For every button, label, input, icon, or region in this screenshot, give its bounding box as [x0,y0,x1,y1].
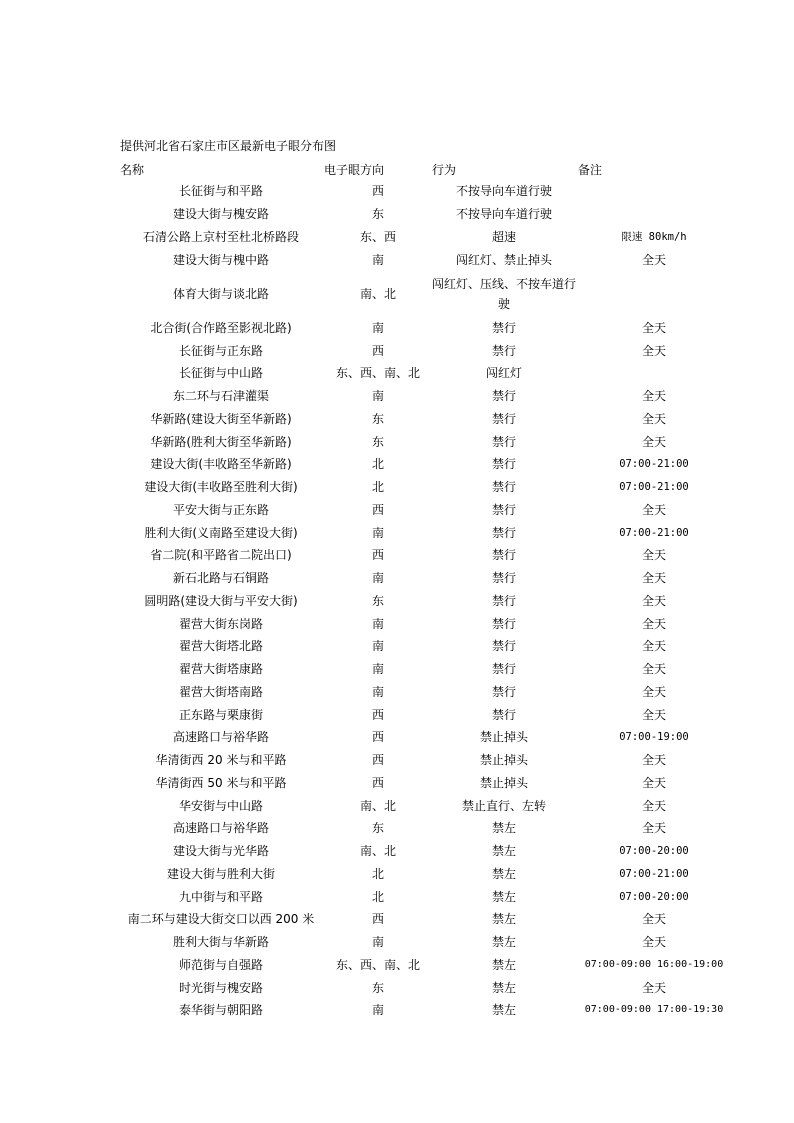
cell-direction: 西 [371,184,384,199]
cell-name: 高速路口与裕华路 [172,730,269,745]
cell-behavior: 禁行 [491,593,516,608]
cell-name: 华新路(建设大街至华新路) [150,411,292,426]
table-row [0,248,794,271]
cell-note: 全天 [641,707,666,722]
cell-name: 泰华街与朝阳路 [178,1003,263,1018]
cell-behavior: 闯红灯、禁止掉头 [455,252,552,267]
cell-note: 全天 [641,775,666,790]
table-row [0,863,794,886]
table-row [0,635,794,658]
cell-note: 全天 [641,389,666,404]
table-row [0,794,794,817]
cell-note [576,203,732,226]
cell-behavior: 禁行 [491,571,516,586]
cell-behavior: 禁左 [491,1003,516,1018]
table-row [0,339,794,362]
table-row [0,931,794,954]
cell-name: 圆明路(建设大街与平安大街) [144,593,298,608]
table-row [0,885,794,908]
table-row [0,681,794,704]
cell-note: 全天 [641,616,666,631]
cell-name: 建设大街与光华路 [172,844,269,859]
header-behavior: 行为 [432,163,457,177]
header-note: 备注 [578,163,603,177]
cell-note: 全天 [641,548,666,563]
table-row [0,908,794,931]
cell-behavior: 超速 [491,229,516,244]
table-row [0,430,794,453]
cell-behavior: 闯红灯 [485,366,522,381]
cell-behavior: 禁行 [491,684,516,699]
cell-note: 全天 [641,343,666,358]
cell-direction: 南 [371,639,384,654]
cell-name: 高速路口与裕华路 [172,821,269,836]
cell-direction: 西 [371,502,384,517]
cell-behavior: 禁止掉头 [479,775,528,790]
cell-name: 建设大街与槐安路 [172,207,269,222]
table-row [0,453,794,476]
cell-name: 华清街西 20 米与和平路 [155,753,287,768]
cell-note: 全天 [641,980,666,995]
table-row [0,976,794,999]
cell-direction: 西 [371,753,384,768]
cell-direction: 东 [371,434,384,449]
cell-note: 全天 [641,798,666,813]
table-row [0,544,794,567]
cell-behavior: 不按导向车道行驶 [455,184,552,199]
cell-note: 全天 [641,252,666,267]
cell-behavior: 禁左 [491,866,516,881]
camera-table [0,180,794,1022]
cell-direction: 南 [371,662,384,677]
table-row [0,726,794,749]
cell-name: 东二环与石津灌渠 [172,389,269,404]
table-row [0,817,794,840]
cell-name: 胜利大街与华新路 [172,935,269,950]
cell-direction: 北 [371,480,384,495]
cell-direction: 西 [371,548,384,563]
table-row [0,521,794,544]
cell-note: 07:00-20:00 [619,845,689,858]
cell-behavior: 禁止掉头 [479,730,528,745]
cell-behavior: 禁行 [491,389,516,404]
cell-name: 华清街西 50 米与和平路 [155,775,287,790]
cell-direction: 北 [371,866,384,881]
cell-behavior: 禁行 [491,480,516,495]
cell-note: 07:00-21:00 [619,458,689,471]
cell-direction: 东 [371,980,384,995]
cell-direction: 西 [371,912,384,927]
cell-note: 全天 [641,571,666,586]
cell-name: 长征街与正东路 [178,343,263,358]
cell-note: 全天 [641,320,666,335]
table-row [0,954,794,977]
cell-behavior: 禁行 [491,320,516,335]
cell-name: 建设大街与槐中路 [172,252,269,267]
cell-name: 省二院(和平路省二院出口) [150,548,292,563]
cell-direction: 东 [371,411,384,426]
cell-note: 07:00-09:00 16:00-19:00 [584,958,724,970]
table-row [0,772,794,795]
cell-note: 全天 [641,593,666,608]
cell-direction: 东、西 [359,229,396,244]
cell-behavior: 禁左 [491,935,516,950]
cell-direction: 北 [371,889,384,904]
table-row [0,499,794,522]
cell-direction: 南 [371,935,384,950]
table-row [0,658,794,681]
cell-name: 平安大街与正东路 [172,502,269,517]
cell-behavior: 禁行 [491,616,516,631]
table-row [0,567,794,590]
cell-direction: 东、西、南、北 [335,366,420,381]
cell-behavior: 禁行 [491,343,516,358]
cell-behavior: 禁行 [491,457,516,472]
cell-behavior: 禁行 [491,548,516,563]
table-row [0,385,794,408]
cell-note: 07:00-21:00 [619,526,689,539]
table-row [0,703,794,726]
cell-note: 全天 [641,684,666,699]
cell-note: 全天 [641,662,666,677]
cell-name: 长征街与和平路 [178,184,263,199]
cell-note: 全天 [641,502,666,517]
cell-direction: 西 [371,730,384,745]
cell-behavior: 禁止掉头 [479,753,528,768]
cell-behavior: 不按导向车道行驶 [455,207,552,222]
cell-behavior: 禁左 [491,957,516,972]
table-row [0,612,794,635]
cell-behavior: 禁行 [491,502,516,517]
table-row [0,362,794,385]
header-direction: 电子眼方向 [324,163,385,177]
cell-behavior: 禁行 [491,525,516,540]
cell-name: 建设大街(丰收路至胜利大街) [144,480,298,495]
cell-note [576,180,732,203]
cell-direction: 南 [371,525,384,540]
cell-behavior: 禁行 [491,639,516,654]
cell-behavior: 闯红灯、压线、不按车道行驶 [432,276,577,311]
cell-name: 时光街与槐安路 [178,980,263,995]
table-row [0,476,794,499]
cell-direction: 东 [371,207,384,222]
cell-name: 建设大街与胜利大街 [166,866,275,881]
cell-note: 07:00-21:00 [619,867,689,880]
cell-name: 南二环与建设大街交口以西 200 米 [127,912,315,927]
table-row [0,203,794,226]
cell-note: 07:00-19:00 [619,731,689,744]
page-title: 提供河北省石家庄市区最新电子眼分布图 [120,139,337,153]
cell-name: 华安街与中山路 [178,798,263,813]
cell-behavior: 禁左 [491,889,516,904]
cell-direction: 东 [371,821,384,836]
cell-direction: 南、北 [359,798,396,813]
cell-direction: 西 [371,775,384,790]
table-row [0,590,794,613]
cell-direction: 西 [371,343,384,358]
header-name: 名称 [120,163,145,177]
cell-behavior: 禁行 [491,707,516,722]
cell-note: 限速 80km/h [621,230,687,243]
cell-behavior: 禁止直行、左转 [461,798,546,813]
cell-direction: 南 [371,389,384,404]
cell-name: 翟营大街塔康路 [178,662,263,677]
cell-note: 全天 [641,411,666,426]
table-row [0,408,794,431]
cell-name: 建设大街(丰收路至华新路) [150,457,292,472]
cell-name: 九中街与和平路 [178,889,263,904]
table-row [0,271,794,317]
cell-note [576,362,732,385]
cell-behavior: 禁左 [491,844,516,859]
table-row [0,840,794,863]
cell-name: 石清公路上京村至杜北桥路段 [142,229,299,244]
cell-name: 翟营大街塔北路 [178,639,263,654]
cell-note: 全天 [641,935,666,950]
cell-name: 翟营大街东岗路 [178,616,263,631]
cell-direction: 西 [371,707,384,722]
cell-behavior: 禁左 [491,912,516,927]
cell-direction: 南 [371,1003,384,1018]
table-row [0,999,794,1022]
table-header [0,162,700,178]
cell-note: 07:00-09:00 17:00-19:30 [584,1004,724,1016]
cell-note: 全天 [641,821,666,836]
table-row [0,226,794,249]
cell-direction: 南 [371,320,384,335]
cell-name: 师范街与自强路 [178,957,263,972]
cell-direction: 南 [371,684,384,699]
cell-name: 北合街(合作路至影视北路) [150,320,292,335]
cell-behavior: 禁行 [491,662,516,677]
cell-behavior: 禁左 [491,821,516,836]
cell-behavior: 禁行 [491,434,516,449]
cell-name: 翟营大街塔南路 [178,684,263,699]
cell-name: 华新路(胜利大街至华新路) [150,434,292,449]
table-row [0,749,794,772]
cell-note: 全天 [641,912,666,927]
cell-direction: 南、北 [359,286,396,301]
table-row [0,317,794,340]
cell-direction: 南 [371,252,384,267]
cell-behavior: 禁左 [491,980,516,995]
cell-direction: 东 [371,593,384,608]
cell-direction: 南、北 [359,844,396,859]
cell-name: 胜利大街(义南路至建设大街) [144,525,298,540]
cell-note [576,271,732,317]
cell-name: 新石北路与石铜路 [172,571,269,586]
cell-note: 07:00-20:00 [619,890,689,903]
cell-note: 07:00-21:00 [619,481,689,494]
table-row [0,180,794,203]
cell-direction: 南 [371,571,384,586]
cell-note: 全天 [641,639,666,654]
cell-direction: 东、西、南、北 [335,957,420,972]
cell-direction: 南 [371,616,384,631]
cell-name: 体育大街与谈北路 [172,286,269,301]
cell-direction: 北 [371,457,384,472]
cell-behavior: 禁行 [491,411,516,426]
cell-name: 正东路与栗康街 [178,707,263,722]
cell-name: 长征街与中山路 [178,366,263,381]
cell-note: 全天 [641,753,666,768]
cell-note: 全天 [641,434,666,449]
